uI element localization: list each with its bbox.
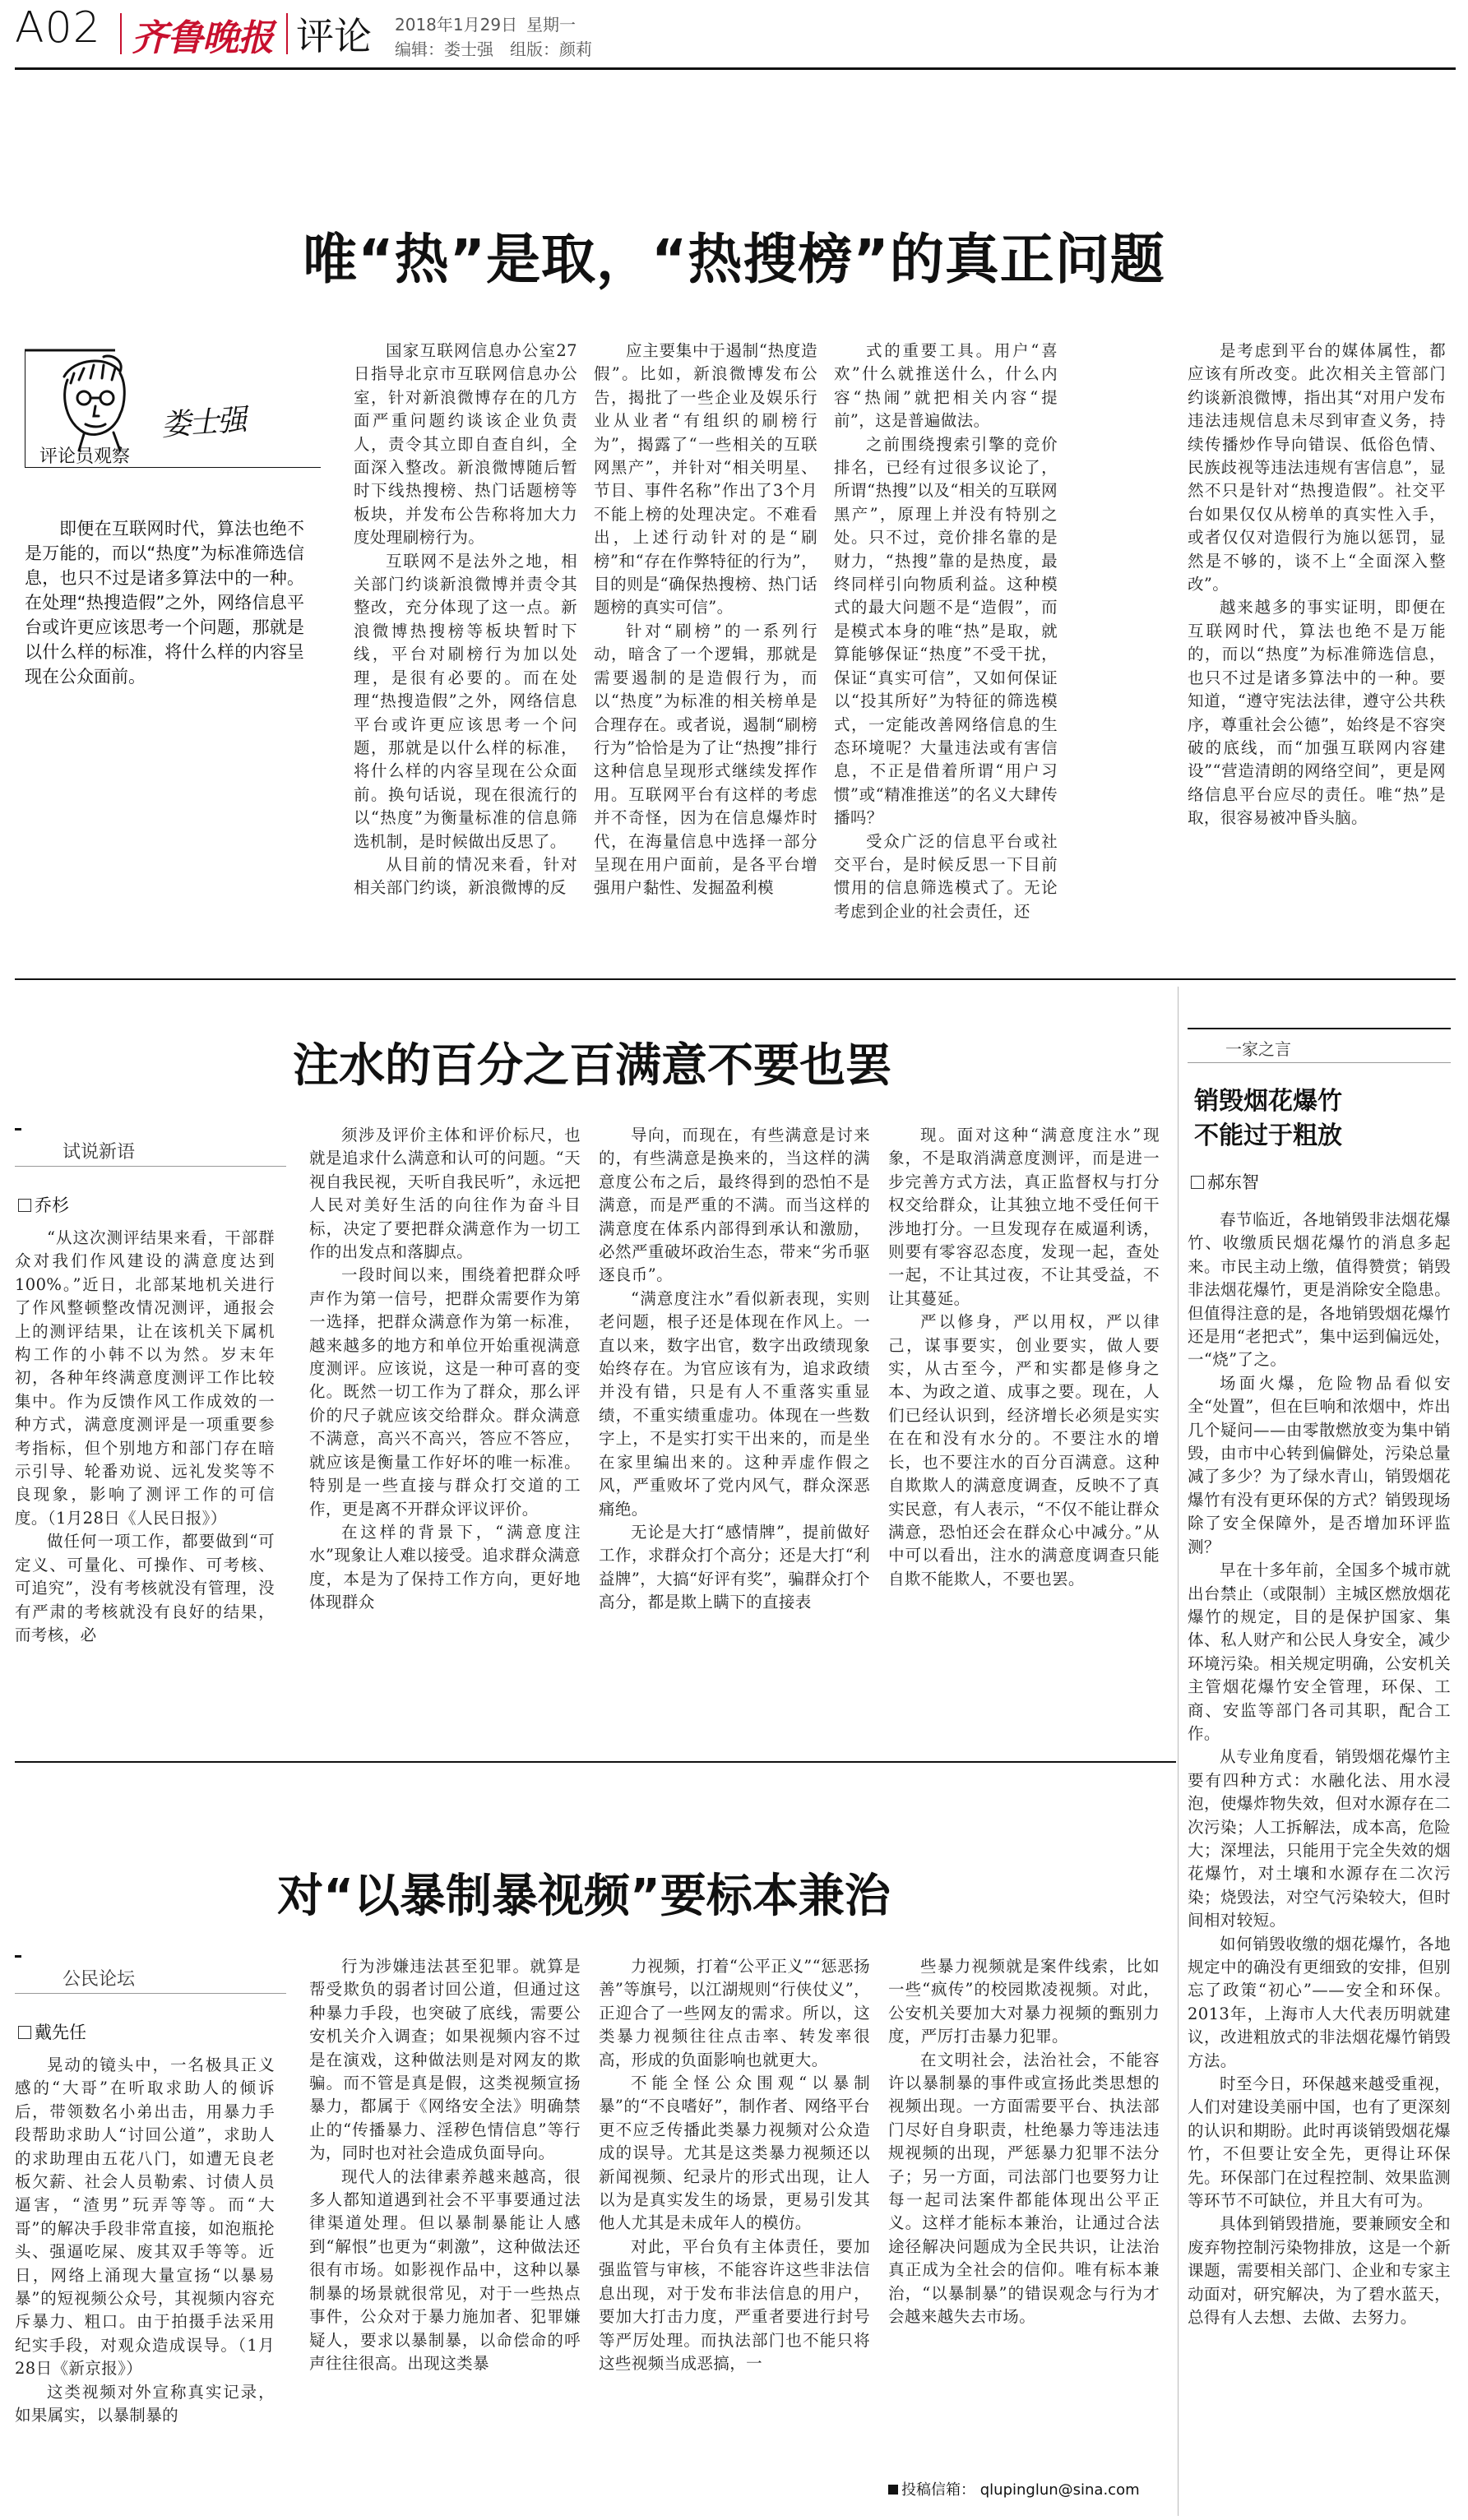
article1-summary-text: 即便在互联网时代，算法也绝不是万能的，而以“热度”为标准筛选信息，也只不过是诸多算法中的一种。在处理“热搜造假”之外，网络信息平台或许更应该思考一个问题，那就是以什么样的标准，将什么样的内容呈现在公众面前。 xyxy=(25,519,304,687)
article2-col2 xyxy=(309,1124,581,1672)
page-number: A02 xyxy=(15,3,101,53)
paragraph: 式的重要工具。用户“喜欢”什么就推送什么，什么内容“热闹”就把相关内容“提前”，这是普遍做法。 xyxy=(834,341,1058,431)
sidebar-body xyxy=(1188,1209,1451,2511)
paragraph: 些暴力视频就是案件线索，比如一些“疯传”的校园欺凌视频。对此，公安机关要加大对暴力视频的甄别力度，严厉打击暴力犯罪。 xyxy=(888,1957,1160,2046)
email-address[interactable]: qlupinglun@sina.com xyxy=(979,2481,1140,2499)
paragraph: “满意度注水”看似新表现，实则老问题，根子还是体现在作风上。一直以来，数字出官，数字出政绩现象始终存在。为官应该有为，追求政绩并没有错，只是有人不重落实重显绩，不重实绩重虚功。体现在一些数字上，不是实打实干出来的，而是坐在家里编出来的。这种弄虚作假之风，严重败坏了党内风气，群众深恶痛绝。 xyxy=(599,1288,870,1519)
paragraph: 国家互联网信息办公室27日指导北京市互联网信息办公室，针对新浪微博存在的几方面严重问题约谈该企业负责人，责令其立即自查自纠，全面深入整改。新浪微博随后暂时下线热搜榜、热门话题榜等板块，并发布公告称将加大力度处理刷榜行为。 xyxy=(354,341,577,548)
paragraph: 现代人的法律素养越来越高，很多人都知道遇到社会不平事要通过法律渠道处理。但以暴制暴能让人感到“解恨”也更为“刺激”，这种做法还很有市场。如影视作品中，这种以暴制暴的场景就很常见，对于一些热点事件，公众对于暴力施加者、犯罪嫌疑人，要求以暴制暴，以命偿命的呼声往往很高。出现这类暴 xyxy=(309,2166,581,2373)
paragraph: 针对“刷榜”的一系列行动，暗含了一个逻辑，那就是需要遏制的是造假行为，而以“热度”为标准的相关榜单是合理存在。或者说，遏制“刷榜行为”恰恰是为了让“热搜”排行这种信息呈现形式继续发挥作用。互联网平台有这样的考虑并不奇怪，因为在信息爆炸时代，在海量信息中选择一部分呈现在用户面前，是各平台增强用户黏性、发掘盈利模 xyxy=(594,621,817,898)
paragraph: 早在十多年前，全国多个城市就出台禁止（或限制）主城区燃放烟花爆竹的规定，目的是保护国家、集体、私人财产和公民人身安全，减少环境污染。相关规定明确，公安机关主管烟花爆竹安全管理，环保、工商、安监等部门各司其职，配合工作。 xyxy=(1188,1561,1451,1743)
article1-col1 xyxy=(354,340,577,932)
sidebar-author: 郝东智 xyxy=(1207,1172,1259,1192)
article3-tag-rule xyxy=(15,1955,21,1958)
paragraph: 是考虑到平台的媒体属性，都应该有所改变。此次相关主管部门约谈新浪微博，指出其“对用户发布违法违规信息未尽到审查义务，持续传播炒作导向错误、低俗色情、民族歧视等违法违规有害信息”，显然不只是针对“热搜造假”。社交平台如果仅仅从榜单的真实性入手，或者仅仅对造假行为施以惩罚，显然是不够的，谈不上“全面深入整改”。 xyxy=(1188,341,1446,594)
paragraph: 如何销毁收缴的烟花爆竹，各地规定中的确没有更细致的安排，但别忘了政策“初心”——安全和环保。2013年，上海市人大代表历明就建议，改进粗放式的非法烟花爆竹销毁方法。 xyxy=(1188,1934,1451,2070)
masthead-rule xyxy=(15,67,1456,70)
paragraph: 具体到销毁措施，要兼顾安全和废弃物控制污染物排放，这是一个新课题，需要相关部门、企业和专家主动面对，研究解决，为了碧水蓝天，总得有人去想、去做、去努力。 xyxy=(1188,2214,1451,2328)
article3-column-tag: 公民论坛 xyxy=(63,1969,136,1990)
paragraph: 不能全怪公众围观“以暴制暴”的“不良嗜好”，制作者、网络平台更不应乏传播此类暴力视频对公众造成的误导。尤其是这类暴力视频还以新闻视频、纪录片的形式出现，让人以为是真实发生的场景，更易引发其他人尤其是未成年人的模仿。 xyxy=(599,2074,870,2233)
paragraph: 受众广泛的信息平台或社交平台，是时候反思一下目前惯用的信息筛选模式了。无论考虑到企业的社会责任，还 xyxy=(834,831,1058,921)
issue-weekday: 星期一 xyxy=(526,15,576,35)
article3-headline: 对“以暴制暴视频”要标本兼治 xyxy=(277,1870,891,1923)
article1-summary xyxy=(25,516,304,689)
article2-col3 xyxy=(599,1124,870,1672)
article1-col2 xyxy=(594,340,817,932)
masthead-divider-2 xyxy=(286,13,288,54)
article2-tag-underline xyxy=(15,1166,286,1167)
article3-col1 xyxy=(15,2054,275,2511)
author-signature: 娄士强 xyxy=(160,403,247,443)
article2-column-tag: 试说新语 xyxy=(63,1142,136,1163)
article3-author: 戴先任 xyxy=(35,2023,86,2042)
sidebar-column-tag: 一家之言 xyxy=(1225,1039,1291,1059)
paragraph: 从专业角度看，销毁烟花爆竹主要有四种方式：水融化法、用水浸泡，使爆炸物失效，但对水源存在二次污染；人工拆解法，成本高，危险大；深埋法，只能用于完全失效的烟花爆竹，对土壤和水源存在二次污染；烧毁法，对空气污染较大，但时间相对较短。 xyxy=(1188,1747,1451,1930)
author-caption: 评论员观察 xyxy=(39,446,131,467)
masthead-divider-1 xyxy=(120,13,122,54)
layout-credit: 组版：颜莉 xyxy=(510,39,592,59)
article3-col3 xyxy=(599,1955,870,2511)
article2-col1 xyxy=(15,1227,275,1671)
paragraph: 春节临近，各地销毁非法烟花爆竹、收缴质民烟花爆竹的消息多起来。市民主动上缴，值得赞赏；销毁非法烟花爆竹，更是消除安全隐患。但值得注意的是，各地销毁烟花爆竹还是用“老把式”，集中运到偏远处，一“烧”了之。 xyxy=(1188,1210,1451,1370)
article1-headline: 唯“热”是取，“热搜榜”的真正问题 xyxy=(303,228,1165,291)
caption-underline xyxy=(25,467,321,468)
paragraph: 越来越多的事实证明，即便在互联网时代，算法也绝不是万能的，而以“热度”为标准筛选信息，也只不过是诸多算法中的一种。要知道，“遵守宪法法律，遵守公共秩序，尊重社会公德”，始终是不容突破的底线，而“加强互联网内容建设”“营造清朗的网络空间”，更是网络信息平台应尽的责任。唯“热”是取，很容易被冲昏头脑。 xyxy=(1188,598,1446,828)
paragraph: 应主要集中于遏制“热度造假”。比如，新浪微博发布公告，揭批了一些企业及娱乐行业从业者“有组织的刷榜行为”，揭露了“一些相关的互联网黑产”，并针对“相关明星、节目、事件名称”作出了3个月不能上榜的处理决定。不难看出，上述行动针对的是“刷榜”和“存在作弊特征的行为”，目的则是“确保热搜榜、热门话题榜的真实可信”。 xyxy=(594,341,817,617)
mailbox-icon xyxy=(888,2485,898,2495)
article3-col4 xyxy=(888,1955,1160,2465)
submission-email-footer xyxy=(888,2478,1140,2499)
paragraph: 做任何一项工作，都要做到“可定义、可量化、可操作、可考核、可追究”，没有考核就没有管理，没有严肃的考核就没有良好的结果，而考核，必 xyxy=(15,1532,275,1644)
paragraph: 场面火爆，危险物品看似安全“处置”，但在巨响和浓烟中，炸出几个疑问——由零散燃放变为集中销毁，由市中心转到偏僻处，污染总量减了多少？为了绿水青山，销毁烟花爆竹有没有更环保的方式？销毁现场除了安全保障外，是否增加环评监测？ xyxy=(1188,1373,1451,1556)
sidebar-tag-rule xyxy=(1188,1062,1451,1063)
paragraph: 这类视频对外宣称真实记录，如果属实，以暴制暴的 xyxy=(15,2382,275,2425)
article2-author: 乔杉 xyxy=(35,1195,69,1215)
paper-name-logo: 齐鲁晚报 xyxy=(132,17,273,59)
article2-col4 xyxy=(888,1124,1160,1672)
paragraph: 一段时间以来，围绕着把群众呼声作为第一信号，把群众需要作为第一选择，把群众满意作为第一标准，越来越多的地方和单位开始重视满意度测评。应该说，这是一种可喜的变化。既然一切工作为了群众，那么评价的尺子就应该交给群众。群众满意不满意，高兴不高兴，答应不答应，就应该是衡量工作好坏的唯一标准。特别是一些直接与群众打交道的工作，更是离不开群众评议评价。 xyxy=(309,1265,581,1519)
article1-bottom-rule xyxy=(15,978,1456,980)
sidebar-title-1: 销毁烟花爆竹 xyxy=(1194,1087,1342,1116)
paragraph: 在这样的背景下，“满意度注水”现象让人难以接受。追求群众满意度，本是为了保持工作方向，更好地体现群众 xyxy=(309,1522,581,1612)
article2-byline xyxy=(18,1192,69,1217)
paragraph: 之前围绕搜索引擎的竞价排名，已经有过很多议论了，所谓“热搜”以及“相关的互联网黑产”，原理上并没有特别之处。只不过，竞价排名靠的是财力，“热搜”靠的是热度，最终同样引向物质利益。这种模式的最大问题不是“造假”，而是模式本身的唯“热”是取，就算能够保证“热度”不受干扰，保证“真实可信”，又如何保证以“投其所好”为特征的筛选模式，一定能改善网络信息的生态环境呢？大量违法或有害信息，不正是借着所谓“用户习惯”或“精准推送”的名义大肆传播吗？ xyxy=(834,434,1058,828)
paragraph: 现。面对这种“满意度注水”现象，不是取消满意度测评，而是进一步完善方式方法，真正监督权与打分权交给群众，让其独立地不受任何干涉地打分。一旦发现存在威逼利诱，则要有零容忍态度，发现一起，查处一起，不让其过夜，不让其受益，不让其蔓延。 xyxy=(888,1126,1160,1308)
article1-col3 xyxy=(834,340,1058,932)
paragraph: 严以修身，严以用权，严以律己，谋事要实，创业要实，做人要实，从古至今，严和实都是修身之本、为政之道、成事之要。现在，人们已经认识到，经济增长必须是实实在在和没有水分的。不要注水的增长，也不要注水的百分百满意。这种自欺欺人的满意度调查，反映不了真实民意，有人表示，“不仅不能让群众满意，恐怕还会在群众心中减分。”从中可以看出，注水的满意度调查只能自欺不能欺人，不要也罢。 xyxy=(888,1312,1160,1588)
paragraph: 对此，平台负有主体责任，要加强监管与审核，不能容许这些非法信息出现，对于发布非法信息的用户，要加大打击力度，严重者要进行封号等严厉处理。而执法部门也不能只将这些视频当成恶搞，一 xyxy=(599,2236,870,2373)
paragraph: 力视频，打着“公平正义”“惩恶扬善”等旗号，以江湖规则“行侠仗义”，正迎合了一些网友的需求。所以，这类暴力视频往往点击率、转发率很高，形成的负面影响也就更大。 xyxy=(599,1957,870,2069)
issue-date: 2018年1月29日 xyxy=(395,15,518,35)
paragraph: 在文明社会，法治社会，不能容许以暴制暴的事件或宣扬此类思想的视频出现。一方面需要平台、执法部门尽好自身职责，杜绝暴力等违法违规视频的出现，严惩暴力犯罪不法分子；另一方面，司法部门也要努力让每一起司法案件都能体现出公平正义。这样才能标本兼治，让通过合法途径解决问题成为全民共识，让法治真正成为全社会的信仰。唯有标本兼治，“以暴制暴”的错误观念与行为才会越来越失去市场。 xyxy=(888,2050,1160,2327)
article3-byline xyxy=(18,2019,86,2044)
paragraph: 晃动的镜头中，一名极具正义感的“大哥”在听取求助人的倾诉后，带领数名小弟出击，用暴力手段帮助求助人“讨回公道”，求助人的求助理由五花八门，如遭无良老板欠薪、社会人员勒索、讨债人员逼害，“渣男”玩弄等等。而“大哥”的解决手段非常直接，如泡瓶抡头、强逼吃屎、废其双手等等。近日，网络上涌现大量宣扬“以暴易暴”的短视频公众号，其视频内容充斥暴力、粗口。由于拍摄手法采用纪实手段，对观众造成误导。（1月28日《新京报》） xyxy=(15,2055,275,2379)
section-name: 评论 xyxy=(296,14,372,58)
editor-credit: 编辑：娄士强 xyxy=(395,39,493,59)
byline-marker xyxy=(1191,1176,1204,1189)
sidebar-top-rule xyxy=(1188,1028,1451,1029)
article3-tag-underline xyxy=(15,1993,286,1994)
paragraph: 无论是大打“感情牌”，提前做好工作，求群众打个高分；还是大打“利益牌”，大搞“好评有奖”，骗群众打个高分，都是欺上瞒下的直接表 xyxy=(599,1522,870,1612)
paragraph: 从目前的情况来看，针对相关部门约谈，新浪微博的反 xyxy=(354,854,577,898)
article3-col2 xyxy=(309,1955,581,2511)
article2-headline: 注水的百分之百满意不要也罢 xyxy=(293,1039,891,1093)
email-label: 投稿信箱： xyxy=(901,2481,975,2499)
paragraph: 须涉及评价主体和评价标尺，也就是追求什么满意和认可的问题。“天视自我民视，天听自我民听”，永远把人民对美好生活的向往作为奋斗目标，决定了要把群众满意作为一切工作的出发点和落脚点。 xyxy=(309,1126,581,1262)
article2-bottom-rule xyxy=(15,1761,1176,1763)
sidebar-divider xyxy=(1178,987,1179,2516)
sidebar-title-2: 不能过于粗放 xyxy=(1194,1121,1342,1150)
paragraph: 互联网不是法外之地，相关部门约谈新浪微博并责令其整改，充分体现了这一点。新浪微博热搜榜等板块暂时下线，平台对刷榜行为加以处理，是很有必要的。而在处理“热搜造假”之外，网络信息平台或许更应该思考一个问题，那就是以什么样的标准，将什么样的内容呈现在公众面前。换句话说，现在很流行的以“热度”为衡量标准的信息筛选机制，是时候做出反思了。 xyxy=(354,551,577,851)
paragraph: “从这次测评结果来看，干部群众对我们作风建设的满意度达到100%。”近日，北部某地机关进行了作风整顿整改情况测评，通报会上的测评结果，让在该机关下属机构工作的小韩不以为然。岁末年初，各种年终满意度测评工作比较集中。作为反馈作风工作成效的一种方式，满意度测评是一项重要参考指标，但个别地方和部门存在暗示引导、轮番劝说、远礼发奖等不良现象，影响了测评工作的可信度。（1月28日《人民日报》） xyxy=(15,1228,275,1528)
article1-col4 xyxy=(1188,340,1446,932)
paragraph: 导向，而现在，有些满意是讨来的，有些满意是换来的，当这样的满意度公布之后，最终得到的恐怕不是满意，而是严重的不满。而当这样的满意度在体系内部得到承认和激励，必然严重破坏政治生态，带来“劣币驱逐良币”。 xyxy=(599,1126,870,1285)
byline-marker xyxy=(18,2026,31,2039)
sidebar-byline xyxy=(1191,1169,1259,1194)
paragraph: 行为涉嫌违法甚至犯罪。就算是帮受欺负的弱者讨回公道，但通过这种暴力手段，也突破了底线，需要公安机关介入调查；如果视频内容不过是在演戏，这种做法则是对网友的欺骗。而不管是真是假，这类视频宣扬暴力，都属于《网络安全法》明确禁止的“传播暴力、淫秽色情信息”等行为，同时也对社会造成负面导向。 xyxy=(309,1957,581,2163)
paragraph: 时至今日，环保越来越受重视，人们对建设美丽中国，也有了更深刻的认识和期盼。此时再谈销毁烟花爆竹，不但要让安全先，更得让环保先。环保部门在过程控制、效果监测等环节不可缺位，并且大有可为。 xyxy=(1188,2074,1451,2211)
byline-marker xyxy=(18,1199,31,1212)
article2-tag-rule xyxy=(15,1128,21,1131)
